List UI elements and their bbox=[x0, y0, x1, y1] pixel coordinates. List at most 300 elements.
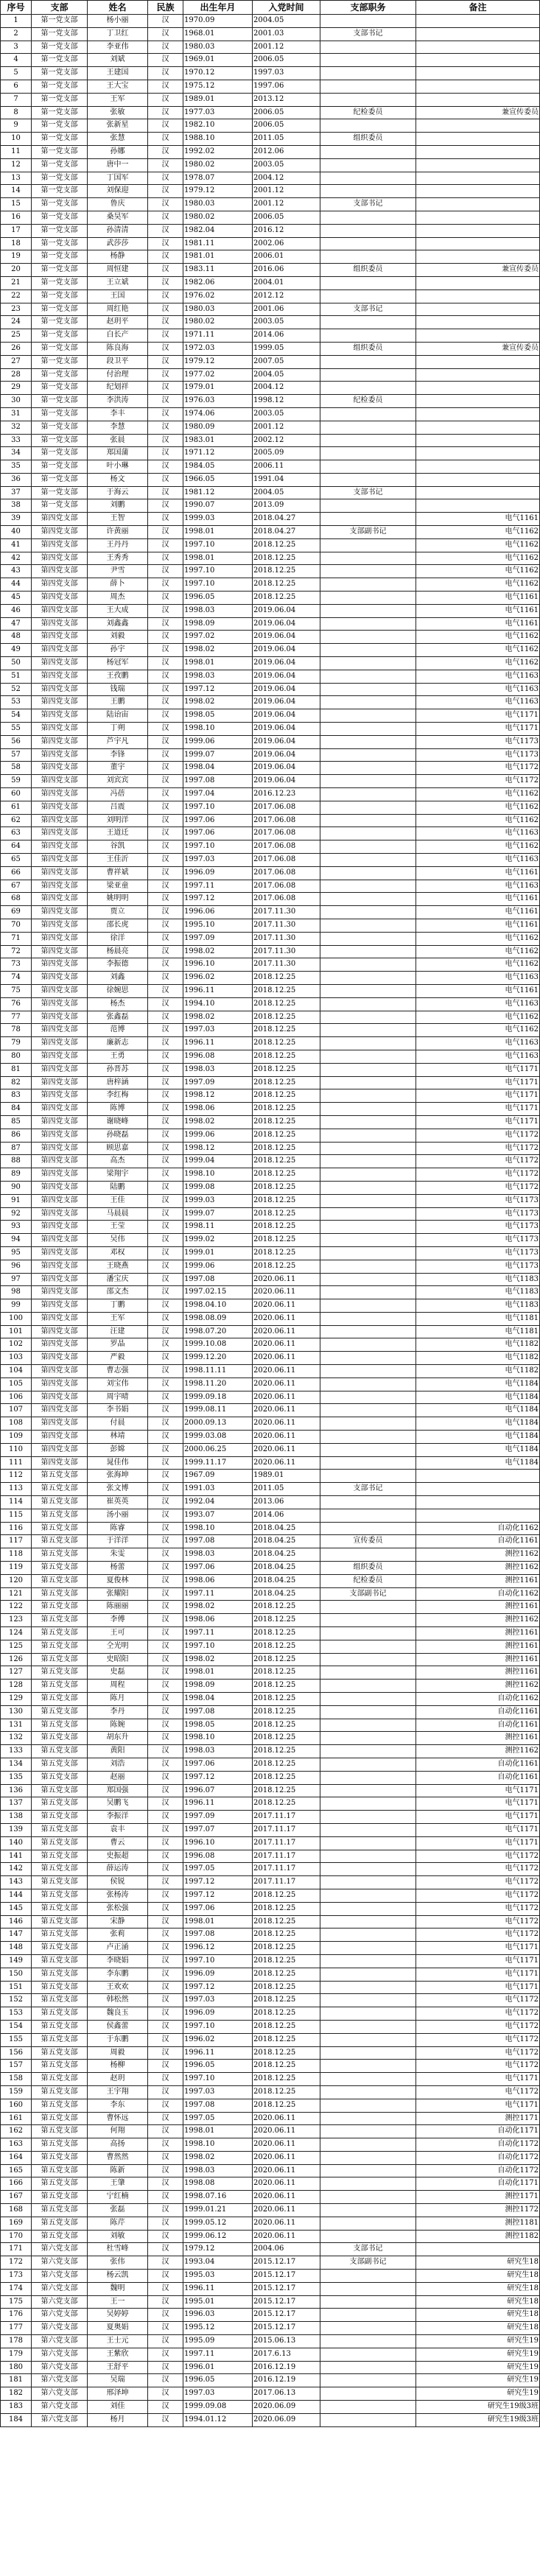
cell-join-date: 2019.06.04 bbox=[253, 709, 320, 723]
cell-birth: 1997.08 bbox=[183, 1535, 253, 1548]
cell-branch: 第四党支部 bbox=[32, 932, 88, 945]
header-position: 支部职务 bbox=[320, 1, 416, 15]
cell-index: 77 bbox=[1, 1011, 32, 1024]
table-row bbox=[1, 1548, 540, 1562]
cell-ethnicity: 汉 bbox=[148, 15, 183, 28]
cell-remark bbox=[416, 1470, 540, 1483]
cell-birth: 1997.10 bbox=[183, 1954, 253, 1968]
cell-name: 徐洋 bbox=[88, 932, 148, 945]
cell-remark: 电气1163 bbox=[416, 670, 540, 683]
cell-name: 王智 bbox=[88, 513, 148, 526]
cell-ethnicity: 汉 bbox=[148, 2020, 183, 2033]
cell-name: 张文博 bbox=[88, 1483, 148, 1496]
cell-index: 169 bbox=[1, 2217, 32, 2230]
cell-branch: 第五党支部 bbox=[32, 1771, 88, 1784]
cell-birth: 1997.04 bbox=[183, 788, 253, 801]
cell-branch: 第五党支部 bbox=[32, 1535, 88, 1548]
table-row bbox=[1, 1968, 540, 1981]
cell-join-date: 2003.05 bbox=[253, 407, 320, 421]
cell-birth: 1998.08.09 bbox=[183, 1312, 253, 1325]
cell-index: 124 bbox=[1, 1627, 32, 1640]
cell-remark: 自动化1172 bbox=[416, 2164, 540, 2177]
cell-join-date: 2020.06.11 bbox=[253, 1378, 320, 1391]
header-ethnicity: 民族 bbox=[148, 1, 183, 15]
cell-position bbox=[320, 382, 416, 395]
cell-ethnicity: 汉 bbox=[148, 460, 183, 474]
cell-position bbox=[320, 1168, 416, 1182]
cell-name: 尹雪 bbox=[88, 565, 148, 578]
cell-ethnicity: 汉 bbox=[148, 1836, 183, 1850]
cell-birth: 1996.11 bbox=[183, 1037, 253, 1050]
cell-position bbox=[320, 644, 416, 657]
cell-remark bbox=[416, 473, 540, 486]
table-row bbox=[1, 1509, 540, 1522]
cell-birth: 1999.11.17 bbox=[183, 1456, 253, 1470]
cell-position bbox=[320, 1968, 416, 1981]
cell-position bbox=[320, 2033, 416, 2046]
cell-ethnicity: 汉 bbox=[148, 1601, 183, 1614]
cell-join-date: 2018.12.25 bbox=[253, 1063, 320, 1076]
cell-position bbox=[320, 1286, 416, 1299]
cell-position bbox=[320, 1115, 416, 1129]
cell-branch: 第一党支部 bbox=[32, 250, 88, 264]
cell-ethnicity: 汉 bbox=[148, 972, 183, 985]
cell-ethnicity: 汉 bbox=[148, 1968, 183, 1981]
cell-remark: 电气1172 bbox=[416, 1889, 540, 1902]
table-row bbox=[1, 513, 540, 526]
table-row bbox=[1, 447, 540, 460]
cell-branch: 第一党支部 bbox=[32, 447, 88, 460]
cell-index: 58 bbox=[1, 762, 32, 775]
cell-branch: 第五党支部 bbox=[32, 1811, 88, 1824]
cell-join-date: 2001.12 bbox=[253, 421, 320, 434]
cell-remark bbox=[416, 145, 540, 158]
cell-remark bbox=[416, 2243, 540, 2256]
cell-remark: 电气1163 bbox=[416, 1037, 540, 1050]
cell-index: 21 bbox=[1, 276, 32, 289]
cell-birth: 1996.09 bbox=[183, 866, 253, 880]
cell-join-date: 2018.12.25 bbox=[253, 1640, 320, 1653]
cell-birth: 1997.08 bbox=[183, 2099, 253, 2112]
cell-position bbox=[320, 1522, 416, 1535]
cell-birth: 1998.02 bbox=[183, 945, 253, 958]
cell-join-date: 2018.12.25 bbox=[253, 1142, 320, 1155]
cell-name: 史昭阳 bbox=[88, 1653, 148, 1666]
cell-birth: 1998.03 bbox=[183, 1063, 253, 1076]
table-row bbox=[1, 27, 540, 41]
cell-name: 廉新志 bbox=[88, 1037, 148, 1050]
cell-ethnicity: 汉 bbox=[148, 893, 183, 906]
cell-join-date: 2001.06 bbox=[253, 303, 320, 316]
cell-birth: 1998.10 bbox=[183, 1168, 253, 1182]
cell-name: 梁亚童 bbox=[88, 880, 148, 893]
cell-birth: 1999.01.21 bbox=[183, 2204, 253, 2217]
cell-join-date: 2017.6.13 bbox=[253, 2348, 320, 2361]
cell-ethnicity: 汉 bbox=[148, 382, 183, 395]
cell-branch: 第四党支部 bbox=[32, 644, 88, 657]
cell-join-date: 2018.12.25 bbox=[253, 2085, 320, 2099]
table-row bbox=[1, 1050, 540, 1063]
cell-ethnicity: 汉 bbox=[148, 906, 183, 919]
cell-birth: 1997.06 bbox=[183, 827, 253, 840]
cell-branch: 第五党支部 bbox=[32, 1693, 88, 1706]
cell-join-date: 2015.12.17 bbox=[253, 2256, 320, 2270]
cell-branch: 第四党支部 bbox=[32, 565, 88, 578]
table-row bbox=[1, 2348, 540, 2361]
cell-ethnicity: 汉 bbox=[148, 2335, 183, 2348]
cell-position bbox=[320, 1024, 416, 1037]
cell-position bbox=[320, 54, 416, 67]
cell-name: 李锋 bbox=[88, 748, 148, 762]
cell-branch: 第五党支部 bbox=[32, 1666, 88, 1680]
table-row bbox=[1, 54, 540, 67]
cell-name: 张鑫磊 bbox=[88, 1011, 148, 1024]
cell-index: 47 bbox=[1, 617, 32, 631]
cell-index: 133 bbox=[1, 1745, 32, 1758]
cell-position bbox=[320, 2282, 416, 2295]
cell-position bbox=[320, 604, 416, 617]
cell-name: 丁鹏 bbox=[88, 1299, 148, 1313]
table-row bbox=[1, 1076, 540, 1089]
cell-position bbox=[320, 723, 416, 736]
table-row bbox=[1, 316, 540, 329]
cell-birth: 1977.03 bbox=[183, 106, 253, 119]
cell-join-date: 2018.12.25 bbox=[253, 1024, 320, 1037]
cell-name: 周毅 bbox=[88, 2046, 148, 2060]
cell-ethnicity: 汉 bbox=[148, 2191, 183, 2204]
cell-join-date: 2018.12.25 bbox=[253, 1115, 320, 1129]
table-row bbox=[1, 1889, 540, 1902]
cell-name: 武莎莎 bbox=[88, 237, 148, 250]
cell-birth: 1983.11 bbox=[183, 264, 253, 277]
cell-index: 96 bbox=[1, 1260, 32, 1273]
cell-birth: 1998.05 bbox=[183, 1719, 253, 1732]
cell-name: 孙晓磊 bbox=[88, 1129, 148, 1142]
cell-index: 30 bbox=[1, 395, 32, 408]
cell-index: 102 bbox=[1, 1338, 32, 1352]
cell-remark: 电气1171 bbox=[416, 1063, 540, 1076]
cell-index: 85 bbox=[1, 1115, 32, 1129]
cell-name: 刘保迎 bbox=[88, 185, 148, 198]
cell-branch: 第四党支部 bbox=[32, 592, 88, 605]
table-row bbox=[1, 2112, 540, 2125]
cell-remark: 自动化1162 bbox=[416, 1522, 540, 1535]
cell-ethnicity: 汉 bbox=[148, 2243, 183, 2256]
cell-ethnicity: 汉 bbox=[148, 2007, 183, 2021]
cell-index: 137 bbox=[1, 1797, 32, 1811]
cell-join-date: 2018.12.25 bbox=[253, 1745, 320, 1758]
cell-name: 张松强 bbox=[88, 1902, 148, 1915]
cell-name: 吴鹏飞 bbox=[88, 1797, 148, 1811]
cell-index: 159 bbox=[1, 2085, 32, 2099]
cell-join-date: 2006.05 bbox=[253, 119, 320, 133]
cell-index: 134 bbox=[1, 1758, 32, 1771]
cell-branch: 第五党支部 bbox=[32, 2230, 88, 2243]
table-row bbox=[1, 2138, 540, 2152]
cell-birth: 1984.05 bbox=[183, 460, 253, 474]
table-row bbox=[1, 1745, 540, 1758]
cell-ethnicity: 汉 bbox=[148, 2138, 183, 2152]
cell-index: 115 bbox=[1, 1509, 32, 1522]
cell-name: 薛运涛 bbox=[88, 1863, 148, 1876]
cell-index: 149 bbox=[1, 1954, 32, 1968]
cell-index: 180 bbox=[1, 2361, 32, 2374]
cell-index: 78 bbox=[1, 1024, 32, 1037]
cell-index: 28 bbox=[1, 368, 32, 382]
cell-remark: 自动化1162 bbox=[416, 1693, 540, 1706]
cell-name: 魏明 bbox=[88, 2282, 148, 2295]
cell-join-date: 2018.12.25 bbox=[253, 538, 320, 552]
cell-position bbox=[320, 2204, 416, 2217]
cell-remark bbox=[416, 1483, 540, 1496]
cell-branch: 第四党支部 bbox=[32, 538, 88, 552]
cell-join-date: 2017.06.08 bbox=[253, 801, 320, 814]
cell-name: 张敏 bbox=[88, 106, 148, 119]
cell-index: 156 bbox=[1, 2046, 32, 2060]
cell-name: 王大宝 bbox=[88, 80, 148, 93]
cell-name: 邵长虎 bbox=[88, 919, 148, 932]
cell-position bbox=[320, 1601, 416, 1614]
cell-birth: 1999.06.12 bbox=[183, 2230, 253, 2243]
cell-index: 152 bbox=[1, 1994, 32, 2007]
cell-index: 62 bbox=[1, 814, 32, 827]
cell-join-date: 2020.06.09 bbox=[253, 2401, 320, 2414]
cell-join-date: 2006.05 bbox=[253, 211, 320, 224]
cell-index: 98 bbox=[1, 1286, 32, 1299]
cell-birth: 1968.01 bbox=[183, 27, 253, 41]
cell-name: 马晨晨 bbox=[88, 1207, 148, 1221]
cell-join-date: 2019.06.04 bbox=[253, 775, 320, 788]
cell-index: 69 bbox=[1, 906, 32, 919]
cell-birth: 1999.06 bbox=[183, 1129, 253, 1142]
table-row bbox=[1, 840, 540, 854]
cell-index: 83 bbox=[1, 1089, 32, 1103]
cell-ethnicity: 汉 bbox=[148, 172, 183, 185]
cell-remark: 电气1171 bbox=[416, 2099, 540, 2112]
cell-ethnicity: 汉 bbox=[148, 1221, 183, 1234]
cell-join-date: 2018.12.25 bbox=[253, 1194, 320, 1207]
cell-birth: 1996.03 bbox=[183, 2309, 253, 2322]
cell-index: 101 bbox=[1, 1325, 32, 1338]
cell-position bbox=[320, 1417, 416, 1431]
cell-join-date: 2020.06.11 bbox=[253, 2138, 320, 2152]
cell-branch: 第五党支部 bbox=[32, 1705, 88, 1719]
cell-ethnicity: 汉 bbox=[148, 1981, 183, 1994]
cell-branch: 第五党支部 bbox=[32, 2204, 88, 2217]
cell-name: 薛卜 bbox=[88, 578, 148, 592]
table-row bbox=[1, 2361, 540, 2374]
cell-birth: 1996.11 bbox=[183, 1797, 253, 1811]
cell-join-date: 2020.06.11 bbox=[253, 2217, 320, 2230]
cell-join-date: 2019.06.04 bbox=[253, 657, 320, 670]
cell-position bbox=[320, 592, 416, 605]
cell-index: 53 bbox=[1, 696, 32, 709]
cell-position bbox=[320, 1234, 416, 1247]
cell-birth: 1994.01.12 bbox=[183, 2413, 253, 2426]
cell-index: 4 bbox=[1, 54, 32, 67]
table-row bbox=[1, 1260, 540, 1273]
cell-branch: 第一党支部 bbox=[32, 67, 88, 80]
cell-join-date: 2018.12.25 bbox=[253, 1981, 320, 1994]
cell-name: 唐中一 bbox=[88, 158, 148, 172]
cell-join-date: 2018.12.25 bbox=[253, 2060, 320, 2073]
cell-branch: 第五党支部 bbox=[32, 2033, 88, 2046]
table-row bbox=[1, 119, 540, 133]
cell-remark: 电气1172 bbox=[416, 1915, 540, 1929]
cell-name: 史振超 bbox=[88, 1850, 148, 1863]
cell-remark bbox=[416, 198, 540, 211]
cell-index: 127 bbox=[1, 1666, 32, 1680]
cell-name: 丁卫红 bbox=[88, 27, 148, 41]
table-row bbox=[1, 1234, 540, 1247]
cell-join-date: 2020.06.11 bbox=[253, 2191, 320, 2204]
cell-remark: 电气1162 bbox=[416, 814, 540, 827]
cell-branch: 第五党支部 bbox=[32, 1968, 88, 1981]
cell-ethnicity: 汉 bbox=[148, 329, 183, 343]
cell-birth: 1997.10 bbox=[183, 578, 253, 592]
cell-remark: 电气1172 bbox=[416, 2085, 540, 2099]
cell-remark: 电气1162 bbox=[416, 801, 540, 814]
cell-index: 177 bbox=[1, 2322, 32, 2335]
cell-birth: 1998.01 bbox=[183, 526, 253, 539]
cell-birth: 1997.03 bbox=[183, 854, 253, 867]
table-row bbox=[1, 827, 540, 840]
cell-remark bbox=[416, 382, 540, 395]
cell-ethnicity: 汉 bbox=[148, 565, 183, 578]
cell-remark: 电气1162 bbox=[416, 958, 540, 972]
cell-name: 汪建 bbox=[88, 1325, 148, 1338]
cell-name: 刘鑫 bbox=[88, 972, 148, 985]
table-row bbox=[1, 1614, 540, 1627]
cell-remark: 研究生19 bbox=[416, 2387, 540, 2401]
cell-branch: 第四党支部 bbox=[32, 880, 88, 893]
cell-position bbox=[320, 827, 416, 840]
cell-name: 王大成 bbox=[88, 604, 148, 617]
cell-branch: 第五党支部 bbox=[32, 1745, 88, 1758]
cell-index: 135 bbox=[1, 1771, 32, 1784]
cell-join-date: 2002.06 bbox=[253, 237, 320, 250]
cell-branch: 第一党支部 bbox=[32, 499, 88, 513]
cell-join-date: 2018.12.25 bbox=[253, 592, 320, 605]
cell-ethnicity: 汉 bbox=[148, 723, 183, 736]
cell-join-date: 2001.12 bbox=[253, 41, 320, 54]
table-row bbox=[1, 1942, 540, 1955]
cell-join-date: 2017.11.17 bbox=[253, 1850, 320, 1863]
table-row bbox=[1, 421, 540, 434]
cell-birth: 1997.02 bbox=[183, 631, 253, 644]
cell-index: 184 bbox=[1, 2413, 32, 2426]
cell-remark: 电气1173 bbox=[416, 735, 540, 748]
table-row bbox=[1, 2204, 540, 2217]
cell-position bbox=[320, 41, 416, 54]
cell-position bbox=[320, 276, 416, 289]
cell-birth: 1971.11 bbox=[183, 329, 253, 343]
cell-position bbox=[320, 2387, 416, 2401]
cell-remark bbox=[416, 499, 540, 513]
cell-join-date: 2020.06.11 bbox=[253, 1456, 320, 1470]
table-row bbox=[1, 2060, 540, 2073]
cell-ethnicity: 汉 bbox=[148, 1115, 183, 1129]
cell-remark: 电气1184 bbox=[416, 1431, 540, 1444]
cell-name: 王军 bbox=[88, 1312, 148, 1325]
cell-position bbox=[320, 578, 416, 592]
cell-birth: 1998.07.20 bbox=[183, 1325, 253, 1338]
cell-branch: 第四党支部 bbox=[32, 1024, 88, 1037]
cell-join-date: 2017.11.30 bbox=[253, 958, 320, 972]
table-row bbox=[1, 264, 540, 277]
cell-birth: 1995.10 bbox=[183, 919, 253, 932]
cell-branch: 第四党支部 bbox=[32, 657, 88, 670]
cell-remark: 电气1161 bbox=[416, 592, 540, 605]
cell-branch: 第四党支部 bbox=[32, 1234, 88, 1247]
table-row bbox=[1, 2177, 540, 2191]
cell-index: 166 bbox=[1, 2177, 32, 2191]
cell-remark bbox=[416, 54, 540, 67]
cell-join-date: 2018.12.25 bbox=[253, 984, 320, 997]
table-row bbox=[1, 289, 540, 303]
cell-remark: 测控1171 bbox=[416, 2112, 540, 2125]
table-row bbox=[1, 2282, 540, 2295]
cell-branch: 第一党支部 bbox=[32, 41, 88, 54]
cell-position bbox=[320, 434, 416, 447]
cell-branch: 第四党支部 bbox=[32, 906, 88, 919]
table-row bbox=[1, 1063, 540, 1076]
cell-birth: 1980.03 bbox=[183, 41, 253, 54]
cell-name: 王秀秀 bbox=[88, 552, 148, 565]
cell-branch: 第五党支部 bbox=[32, 2073, 88, 2086]
cell-position bbox=[320, 499, 416, 513]
table-row bbox=[1, 1431, 540, 1444]
table-row bbox=[1, 486, 540, 499]
cell-join-date: 2018.04.25 bbox=[253, 1587, 320, 1601]
table-row bbox=[1, 1443, 540, 1456]
cell-position bbox=[320, 880, 416, 893]
cell-position bbox=[320, 657, 416, 670]
table-row bbox=[1, 1037, 540, 1050]
cell-ethnicity: 汉 bbox=[148, 945, 183, 958]
cell-branch: 第四党支部 bbox=[32, 1129, 88, 1142]
cell-birth: 1996.11 bbox=[183, 2046, 253, 2060]
cell-join-date: 2003.05 bbox=[253, 158, 320, 172]
cell-ethnicity: 汉 bbox=[148, 1404, 183, 1417]
table-row bbox=[1, 1627, 540, 1640]
table-row bbox=[1, 2217, 540, 2230]
cell-remark: 电气1171 bbox=[416, 723, 540, 736]
table-row bbox=[1, 185, 540, 198]
cell-join-date: 2018.12.25 bbox=[253, 2073, 320, 2086]
cell-position bbox=[320, 1745, 416, 1758]
cell-join-date: 2004.05 bbox=[253, 486, 320, 499]
cell-remark: 研究生19级3班 bbox=[416, 2413, 540, 2426]
cell-remark: 电气1162 bbox=[416, 565, 540, 578]
cell-position bbox=[320, 1365, 416, 1378]
cell-position bbox=[320, 2046, 416, 2060]
cell-remark: 电气1172 bbox=[416, 2046, 540, 2060]
cell-branch: 第六党支部 bbox=[32, 2270, 88, 2283]
cell-name: 王欢欢 bbox=[88, 1981, 148, 1994]
cell-branch: 第五党支部 bbox=[32, 2112, 88, 2125]
cell-branch: 第四党支部 bbox=[32, 1352, 88, 1365]
cell-remark: 电气1163 bbox=[416, 683, 540, 696]
cell-index: 31 bbox=[1, 407, 32, 421]
cell-index: 22 bbox=[1, 289, 32, 303]
cell-birth: 1997.07 bbox=[183, 1823, 253, 1836]
cell-position bbox=[320, 250, 416, 264]
cell-join-date: 2019.06.04 bbox=[253, 735, 320, 748]
cell-index: 111 bbox=[1, 1456, 32, 1470]
cell-branch: 第五党支部 bbox=[32, 2177, 88, 2191]
cell-index: 161 bbox=[1, 2112, 32, 2125]
